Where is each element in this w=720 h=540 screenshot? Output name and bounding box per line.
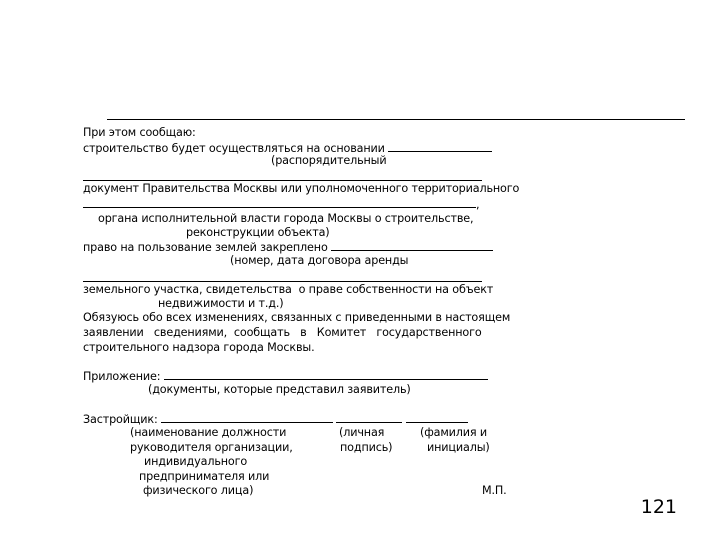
- sig-position-3: индивидуального: [144, 455, 248, 468]
- obligation-line-1: Обязуюсь обо всех изменениях, связанных с приведенными в настоящем: [83, 311, 511, 324]
- blank-2-rule: [83, 197, 476, 208]
- developer-line: Застройщик:: [83, 412, 468, 427]
- realty-line: недвижимости и т.д.): [158, 297, 284, 310]
- obligation-line-2: заявлении сведениями, сообщать в Комитет государственного: [83, 326, 482, 339]
- seal-label: М.П.: [482, 484, 507, 497]
- sig-personal-1: (личная: [339, 426, 385, 439]
- sig-position-4: предпринимателя или: [139, 470, 270, 483]
- name-blank: [406, 412, 468, 423]
- hint-land: (номер, дата договора аренды: [230, 254, 409, 267]
- document-line: документ Правительства Москвы или уполномоченного территориального: [83, 182, 520, 195]
- land-right-blank: [331, 240, 493, 251]
- sig-position-5: физического лица): [143, 484, 254, 497]
- sig-personal-2: подпись): [340, 441, 393, 454]
- intro-text: При этом сообщаю:: [83, 126, 196, 139]
- sig-name-2: инициалы): [427, 441, 490, 454]
- sig-name-1: (фамилия и: [420, 426, 487, 439]
- signature-blank: [336, 412, 402, 423]
- sig-position-1: (наименование должности: [130, 426, 287, 439]
- top-rule: [107, 119, 685, 120]
- blank-line-1: [83, 180, 482, 181]
- hint-regulatory: (распорядительный: [271, 154, 387, 167]
- land-right-line: право на пользование землей закреплено: [83, 240, 493, 255]
- position-blank: [161, 412, 333, 423]
- obligation-line-3: строительного надзора города Москвы.: [83, 341, 315, 354]
- attachment-blank: [164, 369, 488, 380]
- land-certificate-line: земельного участка, свидетельства о праве собственности на объект: [83, 283, 494, 296]
- reconstruction-line: реконструкции объекта): [186, 226, 330, 239]
- basis-blank: [388, 141, 492, 152]
- attachment-line: Приложение:: [83, 369, 488, 384]
- attachment-hint: (документы, которые представил заявитель): [148, 383, 411, 396]
- sig-position-2: руководителя организации,: [130, 441, 293, 454]
- page-number: 121: [640, 496, 677, 518]
- construction-basis-line: строительство будет осуществляться на основании: [83, 141, 492, 156]
- blank-line-3: [83, 281, 482, 282]
- organ-line: органа исполнительной власти города Москвы о строительстве,: [98, 212, 474, 225]
- blank-line-2: ,: [83, 197, 479, 212]
